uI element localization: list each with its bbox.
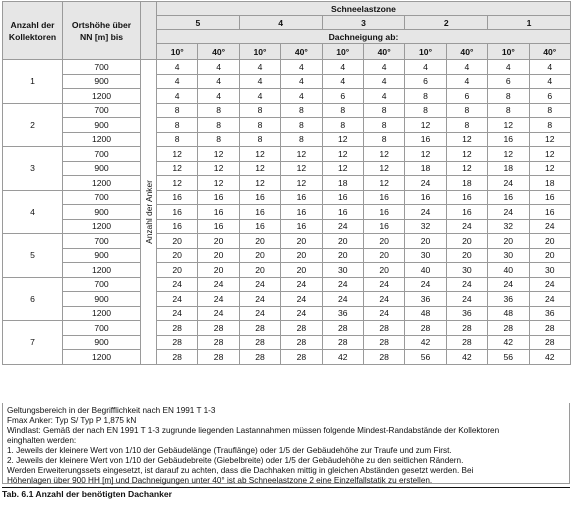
anzahl-anker-column	[141, 60, 157, 365]
anker-value-cell: 12	[157, 176, 198, 191]
anker-value-cell: 24	[239, 277, 280, 292]
anker-value-cell: 30	[322, 263, 363, 278]
table-row	[3, 306, 571, 321]
anker-value-cell: 28	[405, 321, 446, 336]
table-row	[3, 103, 571, 118]
anker-value-cell: 16	[239, 205, 280, 220]
anker-value-cell: 24	[363, 306, 404, 321]
ortshoehe-value: 700	[63, 321, 141, 336]
anker-value-cell: 20	[363, 248, 404, 263]
anker-value-cell: 20	[488, 234, 529, 249]
anker-value-cell: 24	[446, 277, 487, 292]
anker-value-cell: 28	[363, 350, 404, 365]
anker-value-cell: 30	[405, 248, 446, 263]
anker-value-cell: 8	[198, 118, 239, 133]
anker-value-cell: 24	[322, 277, 363, 292]
angle-header: 10°	[488, 44, 529, 60]
table-row	[3, 350, 571, 365]
anker-value-cell: 16	[322, 205, 363, 220]
ortshoehe-value: 900	[63, 118, 141, 133]
anker-value-cell: 16	[239, 190, 280, 205]
table-caption: Tab. 6.1 Anzahl der benötigten Dachanker	[2, 489, 172, 499]
anker-value-cell: 4	[529, 74, 570, 89]
anker-value-cell: 30	[529, 263, 570, 278]
anker-value-cell: 28	[281, 321, 322, 336]
anker-value-cell: 16	[529, 190, 570, 205]
anker-value-cell: 48	[405, 306, 446, 321]
anker-value-cell: 42	[322, 350, 363, 365]
anker-value-cell: 8	[239, 103, 280, 118]
anker-value-cell: 12	[529, 132, 570, 147]
anker-value-cell: 12	[363, 176, 404, 191]
anker-value-cell: 8	[198, 132, 239, 147]
anker-value-cell: 12	[157, 147, 198, 162]
anker-value-cell: 24	[446, 219, 487, 234]
anker-value-cell: 42	[405, 335, 446, 350]
angle-header: 10°	[405, 44, 446, 60]
anker-value-cell: 8	[529, 118, 570, 133]
table-row	[3, 205, 571, 220]
anker-value-cell: 20	[363, 263, 404, 278]
anker-value-cell: 30	[446, 263, 487, 278]
anker-value-cell: 8	[239, 118, 280, 133]
anker-value-cell: 4	[157, 74, 198, 89]
anker-value-cell: 28	[446, 321, 487, 336]
anker-value-cell: 20	[281, 263, 322, 278]
note-line: Höhenlagen über 900 HH [m] und Dachneigungen unter 40° ist ab Schneelastzone 2 eine Einzelfallstatik zu erstellen.	[7, 476, 433, 485]
kollektoren-count: 5	[3, 234, 63, 278]
anker-value-cell: 24	[239, 292, 280, 307]
anker-value-cell: 8	[281, 118, 322, 133]
anker-value-cell: 16	[157, 190, 198, 205]
anker-value-cell: 16	[281, 219, 322, 234]
anker-value-cell: 32	[488, 219, 529, 234]
anker-value-cell: 12	[363, 161, 404, 176]
anker-value-cell: 20	[198, 248, 239, 263]
anker-value-cell: 8	[281, 103, 322, 118]
anker-value-cell: 4	[198, 60, 239, 75]
ortshoehe-value: 1200	[63, 350, 141, 365]
caption-rule	[2, 487, 570, 488]
anker-value-cell: 8	[322, 118, 363, 133]
anker-value-cell: 16	[488, 190, 529, 205]
note-line: Werden Erweiterungssets eingesetzt, ist darauf zu achten, dass die Dachhaken mittig in gleichen Abständen gesetzt werden. Bei	[7, 466, 474, 475]
anker-value-cell: 4	[488, 60, 529, 75]
anker-value-cell: 28	[157, 350, 198, 365]
anker-value-cell: 28	[488, 321, 529, 336]
anker-value-cell: 20	[157, 263, 198, 278]
anker-value-cell: 56	[405, 350, 446, 365]
anker-value-cell: 24	[281, 292, 322, 307]
anker-value-cell: 20	[157, 234, 198, 249]
ortshoehe-value: 700	[63, 103, 141, 118]
anker-value-cell: 16	[363, 190, 404, 205]
anker-value-cell: 4	[446, 74, 487, 89]
anker-value-cell: 12	[198, 161, 239, 176]
anker-value-cell: 28	[157, 321, 198, 336]
anker-value-cell: 16	[405, 190, 446, 205]
anker-value-cell: 16	[363, 205, 404, 220]
table-row	[3, 89, 571, 104]
ortshoehe-value: 1200	[63, 132, 141, 147]
anker-value-cell: 20	[239, 248, 280, 263]
anker-value-cell: 24	[363, 292, 404, 307]
kollektoren-count: 7	[3, 321, 63, 365]
anker-value-cell: 12	[529, 147, 570, 162]
table-row	[3, 161, 571, 176]
anker-value-cell: 4	[281, 60, 322, 75]
header-ort-line2: NN [m] bis	[80, 31, 123, 42]
anker-value-cell: 18	[405, 161, 446, 176]
anker-value-cell: 16	[157, 219, 198, 234]
anker-value-cell: 28	[322, 335, 363, 350]
zone-2: 2	[405, 16, 488, 30]
anker-value-cell: 36	[322, 306, 363, 321]
anker-value-cell: 18	[446, 176, 487, 191]
anker-value-cell: 28	[446, 335, 487, 350]
anker-value-cell: 42	[488, 335, 529, 350]
ortshoehe-value: 700	[63, 234, 141, 249]
anker-value-cell: 16	[363, 219, 404, 234]
anker-value-cell: 28	[281, 335, 322, 350]
ortshoehe-value: 900	[63, 74, 141, 89]
anker-value-cell: 8	[363, 118, 404, 133]
angle-header: 10°	[157, 44, 198, 60]
anker-value-cell: 4	[363, 89, 404, 104]
note-line: 1. Jeweils der kleinere Wert von 1/10 der Gebäudelänge (Trauflänge) oder 1/5 der Gebäudehöhe zur Traufe und zum First.	[7, 446, 452, 455]
anker-value-cell: 16	[446, 190, 487, 205]
anker-value-cell: 20	[322, 248, 363, 263]
angle-header: 10°	[239, 44, 280, 60]
ortshoehe-value: 900	[63, 292, 141, 307]
anker-value-cell: 16	[198, 205, 239, 220]
anker-value-cell: 30	[488, 248, 529, 263]
anker-value-cell: 16	[446, 205, 487, 220]
anker-value-cell: 24	[488, 176, 529, 191]
table-row	[3, 147, 571, 162]
note-line: Fmax Anker: Typ S/ Typ P 1,875 kN	[7, 416, 137, 425]
header-ort-line1: Ortshöhe über	[71, 19, 132, 30]
anker-value-cell: 20	[157, 248, 198, 263]
anker-value-cell: 18	[488, 161, 529, 176]
anker-value-cell: 20	[405, 234, 446, 249]
anker-value-cell: 8	[405, 89, 446, 104]
anker-value-cell: 20	[198, 263, 239, 278]
anker-value-cell: 16	[239, 219, 280, 234]
anker-value-cell: 12	[488, 147, 529, 162]
anker-value-cell: 8	[446, 118, 487, 133]
note-line: 2. Jeweils der kleinere Wert von 1/10 der Gebäudebreite (Giebelbreite) oder 1/5 der Gebäudehöhe zu den seitlichen Rändern.	[7, 456, 464, 465]
anker-value-cell: 24	[363, 277, 404, 292]
table-row	[3, 118, 571, 133]
anker-value-cell: 32	[405, 219, 446, 234]
angle-header: 40°	[529, 44, 570, 60]
anker-value-cell: 28	[239, 350, 280, 365]
kollektoren-count: 2	[3, 103, 63, 147]
anker-value-cell: 24	[198, 306, 239, 321]
anker-value-cell: 20	[239, 234, 280, 249]
header-anzahl-kollektoren	[3, 2, 63, 60]
anker-value-cell: 24	[157, 292, 198, 307]
anker-value-cell: 40	[405, 263, 446, 278]
anker-value-cell: 6	[405, 74, 446, 89]
anker-value-cell: 24	[529, 292, 570, 307]
anker-value-cell: 12	[488, 118, 529, 133]
anker-value-cell: 20	[529, 234, 570, 249]
anker-value-cell: 8	[239, 132, 280, 147]
kollektoren-count: 6	[3, 277, 63, 321]
anker-value-cell: 8	[363, 103, 404, 118]
anker-value-cell: 6	[488, 74, 529, 89]
anker-value-cell: 12	[198, 176, 239, 191]
anker-value-cell: 12	[281, 161, 322, 176]
anker-value-cell: 12	[157, 161, 198, 176]
anker-value-cell: 16	[198, 219, 239, 234]
ortshoehe-value: 900	[63, 248, 141, 263]
table-row	[3, 234, 571, 249]
anker-value-cell: 8	[198, 103, 239, 118]
anker-value-cell: 8	[363, 132, 404, 147]
anker-value-cell: 24	[529, 219, 570, 234]
anker-value-cell: 12	[405, 147, 446, 162]
table-row	[3, 263, 571, 278]
anker-value-cell: 16	[198, 190, 239, 205]
anker-value-cell: 20	[198, 234, 239, 249]
ortshoehe-value: 700	[63, 277, 141, 292]
anker-value-cell: 24	[198, 277, 239, 292]
anker-value-cell: 12	[405, 118, 446, 133]
anker-value-cell: 6	[446, 89, 487, 104]
anker-value-cell: 28	[198, 350, 239, 365]
anker-value-cell: 24	[405, 205, 446, 220]
anker-value-cell: 6	[322, 89, 363, 104]
table-row	[3, 60, 571, 75]
anker-value-cell: 24	[157, 277, 198, 292]
header-ortshoehe	[63, 2, 141, 60]
anker-value-cell: 8	[488, 89, 529, 104]
anker-value-cell: 12	[446, 132, 487, 147]
anker-value-cell: 4	[363, 60, 404, 75]
anker-value-cell: 48	[488, 306, 529, 321]
anker-value-cell: 20	[281, 248, 322, 263]
anker-value-cell: 8	[488, 103, 529, 118]
anker-value-cell: 4	[239, 60, 280, 75]
note-line: Geltungsbereich in der Begrifflichkeit nach EN 1991 T 1-3	[7, 406, 216, 415]
anker-value-cell: 28	[198, 335, 239, 350]
anker-value-cell: 28	[363, 321, 404, 336]
anker-value-cell: 24	[405, 277, 446, 292]
notes-block	[2, 403, 570, 484]
anker-value-cell: 8	[281, 132, 322, 147]
anker-value-cell: 12	[446, 147, 487, 162]
anker-value-cell: 24	[405, 176, 446, 191]
anker-value-cell: 24	[281, 277, 322, 292]
header-anzahl-line1: Anzahl der	[10, 19, 55, 30]
header-blank-corner	[141, 2, 157, 60]
anker-value-cell: 4	[157, 89, 198, 104]
angle-header: 40°	[446, 44, 487, 60]
anker-value-cell: 24	[281, 306, 322, 321]
header-schneelastzone: Schneelastzone	[157, 2, 571, 16]
anker-value-cell: 40	[488, 263, 529, 278]
anker-value-cell: 28	[239, 335, 280, 350]
header-anzahl-line2: Kollektoren	[8, 31, 57, 42]
anker-value-cell: 56	[488, 350, 529, 365]
anker-value-cell: 16	[405, 132, 446, 147]
kollektoren-count: 1	[3, 60, 63, 104]
anker-value-cell: 16	[322, 190, 363, 205]
anker-value-cell: 28	[322, 321, 363, 336]
anker-value-cell: 4	[281, 89, 322, 104]
anker-value-cell: 20	[446, 234, 487, 249]
kollektoren-count: 3	[3, 147, 63, 191]
anker-value-cell: 36	[488, 292, 529, 307]
anker-value-cell: 20	[281, 234, 322, 249]
ortshoehe-value: 1200	[63, 263, 141, 278]
anker-value-cell: 12	[322, 161, 363, 176]
table-row	[3, 335, 571, 350]
anker-value-cell: 28	[198, 321, 239, 336]
anker-value-cell: 12	[529, 161, 570, 176]
table-row	[3, 176, 571, 191]
anker-value-cell: 28	[529, 335, 570, 350]
ortshoehe-value: 900	[63, 205, 141, 220]
anker-value-cell: 8	[529, 103, 570, 118]
anker-value-cell: 4	[446, 60, 487, 75]
angle-header: 40°	[363, 44, 404, 60]
angle-header: 40°	[281, 44, 322, 60]
anker-value-cell: 12	[446, 161, 487, 176]
ortshoehe-value: 1200	[63, 89, 141, 104]
anker-value-cell: 24	[322, 219, 363, 234]
anker-value-cell: 4	[239, 89, 280, 104]
zone-1: 1	[488, 16, 571, 30]
anker-value-cell: 4	[281, 74, 322, 89]
anker-value-cell: 4	[322, 74, 363, 89]
anker-value-cell: 24	[157, 306, 198, 321]
anker-value-cell: 24	[198, 292, 239, 307]
anker-value-cell: 12	[281, 147, 322, 162]
anker-value-cell: 36	[446, 306, 487, 321]
dachanker-table	[2, 1, 571, 365]
anker-value-cell: 6	[529, 89, 570, 104]
anker-value-cell: 12	[239, 161, 280, 176]
anker-value-cell: 20	[239, 263, 280, 278]
note-line: Windlast: Gemäß der nach EN 1991 T 1-3 zugrunde liegenden Lastannahmen müssen folgende Mindest-Randabstände der Kollektoren	[7, 426, 500, 435]
anker-value-cell: 36	[529, 306, 570, 321]
anker-value-cell: 8	[446, 103, 487, 118]
angle-header: 10°	[322, 44, 363, 60]
anker-value-cell: 4	[405, 60, 446, 75]
ortshoehe-value: 700	[63, 190, 141, 205]
anker-value-cell: 4	[157, 60, 198, 75]
anker-value-cell: 42	[446, 350, 487, 365]
anker-value-cell: 12	[239, 176, 280, 191]
anker-value-cell: 8	[157, 132, 198, 147]
anker-value-cell: 16	[488, 132, 529, 147]
table-row	[3, 292, 571, 307]
table-row	[3, 321, 571, 336]
anker-value-cell: 12	[239, 147, 280, 162]
anker-value-cell: 24	[488, 205, 529, 220]
anzahl-anker-label: Anzahl der Anker	[143, 179, 154, 244]
anker-value-cell: 4	[322, 60, 363, 75]
anker-value-cell: 8	[157, 118, 198, 133]
anker-value-cell: 12	[198, 147, 239, 162]
kollektoren-count: 4	[3, 190, 63, 234]
table-row	[3, 277, 571, 292]
anker-value-cell: 12	[322, 147, 363, 162]
zone-5: 5	[157, 16, 240, 30]
header-dachneigung: Dachneigung ab:	[157, 30, 571, 44]
anker-value-cell: 16	[281, 190, 322, 205]
anker-value-cell: 28	[157, 335, 198, 350]
anker-value-cell: 12	[322, 132, 363, 147]
anker-value-cell: 18	[322, 176, 363, 191]
anker-value-cell: 8	[322, 103, 363, 118]
ortshoehe-value: 1200	[63, 219, 141, 234]
anker-value-cell: 18	[529, 176, 570, 191]
zone-4: 4	[239, 16, 322, 30]
ortshoehe-value: 1200	[63, 176, 141, 191]
anker-value-cell: 24	[239, 306, 280, 321]
anker-value-cell: 4	[198, 74, 239, 89]
anker-value-cell: 12	[363, 147, 404, 162]
anker-value-cell: 16	[281, 205, 322, 220]
anker-value-cell: 20	[529, 248, 570, 263]
ortshoehe-value: 700	[63, 60, 141, 75]
anker-value-cell: 4	[239, 74, 280, 89]
anker-value-cell: 28	[529, 321, 570, 336]
anker-value-cell: 16	[529, 205, 570, 220]
anker-value-cell: 24	[446, 292, 487, 307]
anker-value-cell: 8	[157, 103, 198, 118]
ortshoehe-value: 700	[63, 147, 141, 162]
anker-value-cell: 8	[405, 103, 446, 118]
ortshoehe-value: 1200	[63, 306, 141, 321]
ortshoehe-value: 900	[63, 335, 141, 350]
table-row	[3, 74, 571, 89]
anker-value-cell: 28	[363, 335, 404, 350]
anker-value-cell: 36	[405, 292, 446, 307]
anker-value-cell: 28	[239, 321, 280, 336]
table-row	[3, 190, 571, 205]
anker-value-cell: 20	[363, 234, 404, 249]
anker-value-cell: 42	[529, 350, 570, 365]
table-row	[3, 132, 571, 147]
anker-value-cell: 20	[322, 234, 363, 249]
anker-value-cell: 24	[529, 277, 570, 292]
anker-value-cell: 4	[363, 74, 404, 89]
anker-value-cell: 12	[281, 176, 322, 191]
table-row	[3, 219, 571, 234]
anker-value-cell: 20	[446, 248, 487, 263]
note-line: einghalten werden:	[7, 436, 77, 445]
zone-3: 3	[322, 16, 405, 30]
anker-value-cell: 24	[322, 292, 363, 307]
anker-value-cell: 16	[157, 205, 198, 220]
table-row	[3, 248, 571, 263]
angle-header: 40°	[198, 44, 239, 60]
anker-value-cell: 4	[529, 60, 570, 75]
ortshoehe-value: 900	[63, 161, 141, 176]
anker-value-cell: 4	[198, 89, 239, 104]
anker-value-cell: 24	[488, 277, 529, 292]
anker-value-cell: 28	[281, 350, 322, 365]
